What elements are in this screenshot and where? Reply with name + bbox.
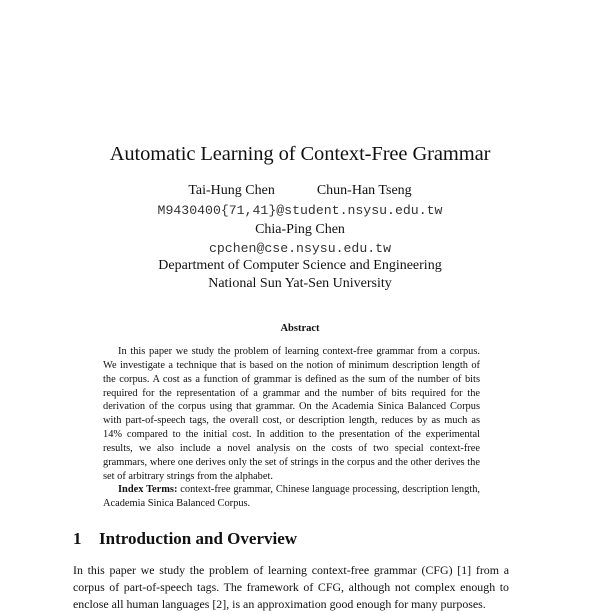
author-line <box>0 183 600 199</box>
section-body <box>73 562 509 614</box>
index-terms <box>103 483 480 511</box>
index-terms-text: context-free grammar, Chinese language processing, description length, Academia Sinica Balanced Corpus. <box>103 484 480 510</box>
section-number: 1 <box>73 529 82 548</box>
section-title: Introduction and Overview <box>99 529 298 548</box>
author-name: Tai-Hung Chen <box>188 183 275 198</box>
abstract-block <box>103 345 480 511</box>
body-paragraph: In this paper we study the problem of learning context-free grammar (CFG) [1] from a corpus of part-of-speech tags. The framework of CFG, although not complex enough to enclose all human languages [2], is an approximation good enough for many purposes. <box>73 563 509 612</box>
paper-title: Automatic Learning of Context-Free Grammar <box>109 143 491 165</box>
author-email: M9430400{71,41}@student.nsysu.edu.tw <box>157 203 443 218</box>
section-heading <box>73 529 297 549</box>
author-name: Chia-Ping Chen <box>255 222 345 237</box>
affiliation-university: National Sun Yat-Sen University <box>208 276 392 291</box>
index-terms-label: Index Terms: <box>118 484 178 496</box>
affiliation-department: Department of Computer Science and Engineering <box>158 258 442 273</box>
abstract-heading: Abstract <box>280 323 320 334</box>
author-email: cpchen@cse.nsysu.edu.tw <box>208 241 392 256</box>
abstract-text: In this paper we study the problem of learning context-free grammar from a corpus. We investigate a technique that is based on the notion of minimum description length of the corpus. A cost as a function of grammar is defined as the sum of the number of bits required for the representation of a grammar and the number of bits required for the derivation of the corpus using that grammar. On the Academia Sinica Balanced Corpus with part-of-speech tags, the overall cost, or description length, reduces by as much as 14% compared to the initial cost. In addition to the presentation of the experimental results, we also include a novel analysis on the costs of two special context-free grammars, where one derives only the set of strings in the corpus and the other derives the set of arbitrary strings from the alphabet. <box>103 346 480 482</box>
author-name: Chun-Han Tseng <box>316 183 412 198</box>
